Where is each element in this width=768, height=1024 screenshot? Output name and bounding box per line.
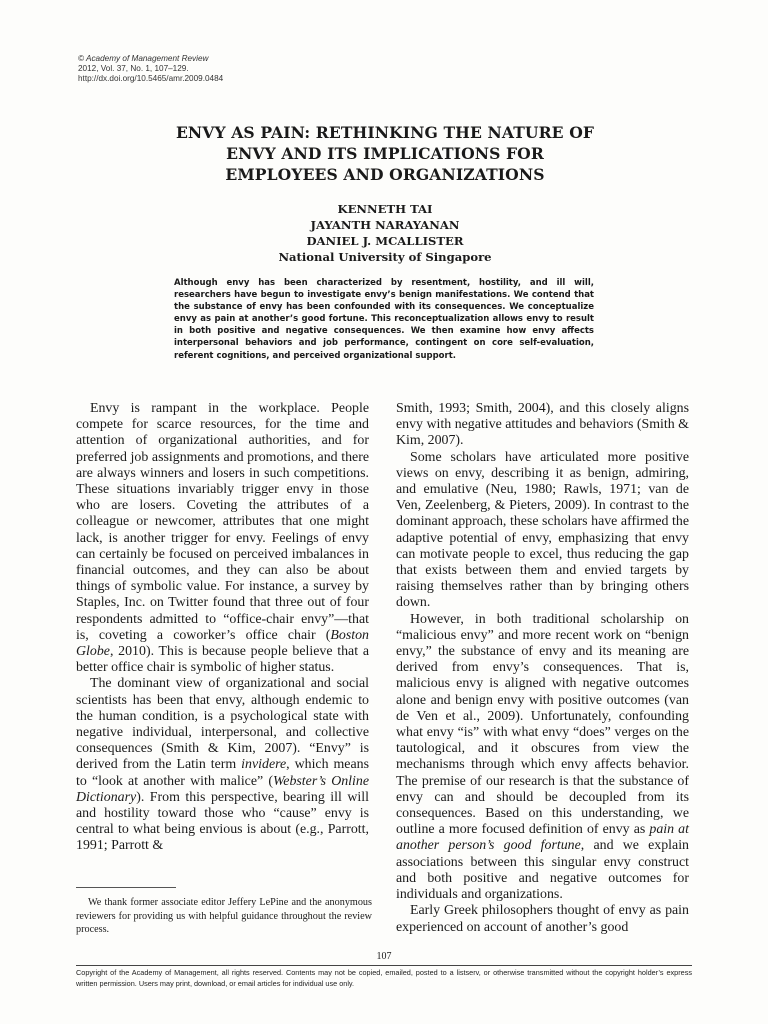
paragraph: However, in both traditional scholarship on “malicious envy” and more recent work on “benign envy,” the substance of envy and its meaning are derived from envy’s consequences. That is, malicious envy is aligned with negative outcomes alone and benign envy with positive outcomes (van de Ven et al., 2009). Unfortunately, confounding what envy “is” with what envy “does” verges on the tautological, and it obscures from view the mechanisms through which envy affects behavior. The premise of our research is that the substance of envy can and should be decoupled from its consequences. Based on this understanding, we outline a more focused definition of envy as pain at another person’s good fortune, and we explain associations between this singular envy construct and both positive and negative outcomes for individuals and organizations.	[396, 611, 689, 903]
copyright-divider	[76, 965, 692, 966]
abstract: Although envy has been characterized by resentment, hostility, and ill will, researchers have begun to investigate envy’s benign manifestations. We contend that the substance of envy has been confounded with its consequences. We conceptualize envy as pain at another’s good fortune. This reconceptualization allows envy to result in both positive and negative consequences. We then examine how envy affects interpersonal behaviors and job performance, contingent on core self-evaluation, referent cognitions, and perceived organizational support.	[174, 278, 594, 361]
paragraph: Some scholars have articulated more positive views on envy, describing it as benign, admiring, and emulative (Neu, 1980; Rawls, 1971; van de Ven, Zeelenberg, & Pieters, 2009). In contrast to the dominant approach, these scholars have affirmed the adaptive potential of envy, emphasizing that envy can motivate people to excel, thus reducing the gap that exists between them and envied targets by raising themselves rather than by bringing others down.	[396, 449, 689, 611]
author-name: KENNETH TAI	[337, 202, 433, 216]
paragraph: Smith, 1993; Smith, 2004), and this closely aligns envy with negative attitudes and behaviors (Smith & Kim, 2007).	[396, 401, 689, 449]
author-name: JAYANTH NARAYANAN	[310, 218, 460, 232]
volume-info: 2012, Vol. 37, No. 1, 107–129.	[78, 64, 189, 73]
title-line-3: EMPLOYEES AND ORGANIZATIONS	[225, 165, 545, 184]
journal-name: © Academy of Management Review	[78, 54, 209, 63]
article-title	[150, 122, 620, 185]
page-number: 107	[376, 951, 392, 962]
paragraph: Envy is rampant in the workplace. People compete for scarce resources, for the time and attention of organizational authorities, and for preferred job assignments and promotions, and there are always winners and losers in such competitions. These situations invariably trigger envy in those who are losers. Coveting the attributes of a colleague or newcomer, attributes that one might lack, is another trigger for envy. Feelings of envy can certainly be focused on perceived imbalances in financial outcomes, and they can also be about things of symbolic value. For instance, a survey by Staples, Inc. on Twitter found that three out of four respondents admitted to “office-chair envy”—that is, coveting a coworker’s office chair (Boston Globe, 2010). This is because people believe that a better office chair is symbolic of higher status.	[76, 401, 369, 676]
acknowledgment-footnote: We thank former associate editor Jeffery LePine and the anonymous reviewers for providing us with helpful guidance throughout the review process.	[76, 897, 372, 936]
author-affiliation: National University of Singapore	[278, 250, 492, 264]
body-column-right	[396, 401, 689, 936]
author-block	[200, 201, 570, 265]
paragraph: Early Greek philosophers thought of envy as pain experienced on account of another’s good	[396, 903, 689, 935]
title-line-2: ENVY AND ITS IMPLICATIONS FOR	[226, 144, 544, 163]
doi-link[interactable]: http://dx.doi.org/10.5465/amr.2009.0484	[78, 74, 224, 83]
title-line-1: ENVY AS PAIN: RETHINKING THE NATURE OF	[175, 123, 595, 142]
body-column-left	[76, 401, 369, 855]
journal-metadata	[78, 54, 223, 84]
footnote-divider	[76, 887, 176, 888]
author-name: DANIEL J. MCALLISTER	[306, 234, 464, 248]
copyright-notice: Copyright of the Academy of Management, all rights reserved. Contents may not be copied, emailed, posted to a listserv, or otherwise transmitted without the copyright holder’s express written permission. Users may print, download, or email articles for individual use only.	[76, 968, 692, 988]
paragraph: The dominant view of organizational and social scientists has been that envy, although endemic to the human condition, is a psychological state with negative individual, interpersonal, and collective consequences (Smith & Kim, 2007). “Envy” is derived from the Latin term invidere, which means to “look at another with malice” (Webster’s Online Dictionary). From this perspective, bearing ill will and hostility toward those who “cause” envy is central to what being envious is about (e.g., Parrott, 1991; Parrott &	[76, 676, 369, 854]
